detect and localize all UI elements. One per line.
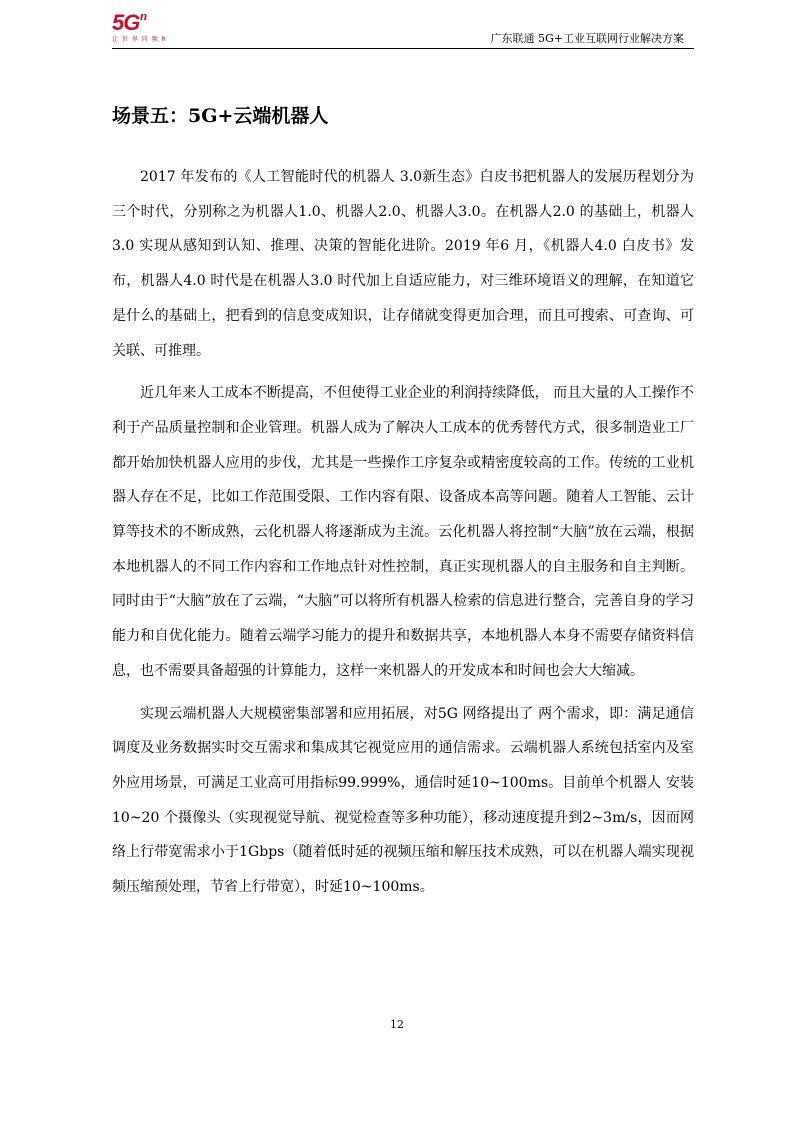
logo-tagline: 让 世 界 同 频 R <box>112 36 167 43</box>
paragraph: 2017 年发布的《人工智能时代的机器人 3.0新生态》白皮书把机器人的发展历程划分为三个时代，分别称之为机器人1.0、机器人2.0、机器人3.0。在机器人2.0 的基础上，机器人3.0 实现从感知到认知、推理、决策的智能化进阶。2019 年6 月，《机器人4.0 白皮书》发布，机器人4.0 时代是在机器人3.0 时代加上自适应能力，对三维环境语义的理解，在知道它是什么的基础上，把看到的信息变成知识，让存储就变得更加合理，而且可搜索、可查询、可关联、可推理。 <box>112 169 694 359</box>
page-header <box>112 8 694 49</box>
paragraph: 实现云端机器人大规模密集部署和应用拓展，对5G 网络提出了 两个需求，即：满足通信调度及业务数据实时交互需求和集成其它视觉应用的通信需求。云端机器人系统包括室内及室外应用场景，可满足工业高可用指标99.999%，通信时延10~100ms。目前单个机器人 安装10~20 个摄像头（实现视觉导航、视觉检查等多种功能），移动速度提升到2~3m/s，因而网络上行带宽需求小于1Gbps（随着低时延的视频压缩和解压技术成熟，可以在机器人端实现视频压缩预处理，节省上行带宽），时延10~100ms。 <box>112 705 694 896</box>
paragraph: 近几年来人工成本不断提高，不但使得工业企业的利润持续降低， 而且大量的人工操作不利于产品质量控制和企业管理。机器人成为了解决人工成本的优秀替代方式，很多制造业工厂都开始加快机器人应用的步伐，尤其是一些操作工序复杂或精密度较高的工作。传统的工业机器人存在不足，比如工作范围受限、工作内容有限、设备成本高等问题。随着人工智能、云计算等技术的不断成熟，云化机器人将逐渐成为主流。云化机器人将控制“大脑”放在云端，根据本地机器人的不同工作内容和工作地点针对性控制，真正实现机器人的自主服务和自主判断。同时由于“大脑”放在了云端，“大脑”可以将所有机器人检索的信息进行整合，完善自身的学习能力和自优化能力。随着云端学习能力的提升和数据共享，本地机器人本身不需要存储资料信息，也不需要具备超强的计算能力，这样一来机器人的开发成本和时间也会大大缩减。 <box>112 385 694 679</box>
logo-text: 5G <box>112 10 140 35</box>
section-heading: 场景五：5G+云端机器人 <box>112 105 329 127</box>
document-title: 广东联通 5G+工业互联网行业解决方案 <box>490 32 684 45</box>
section-body <box>112 160 694 913</box>
unicom-5g-logo <box>112 8 172 46</box>
page-number: 12 <box>390 1018 404 1031</box>
logo-superscript: n <box>140 8 148 23</box>
